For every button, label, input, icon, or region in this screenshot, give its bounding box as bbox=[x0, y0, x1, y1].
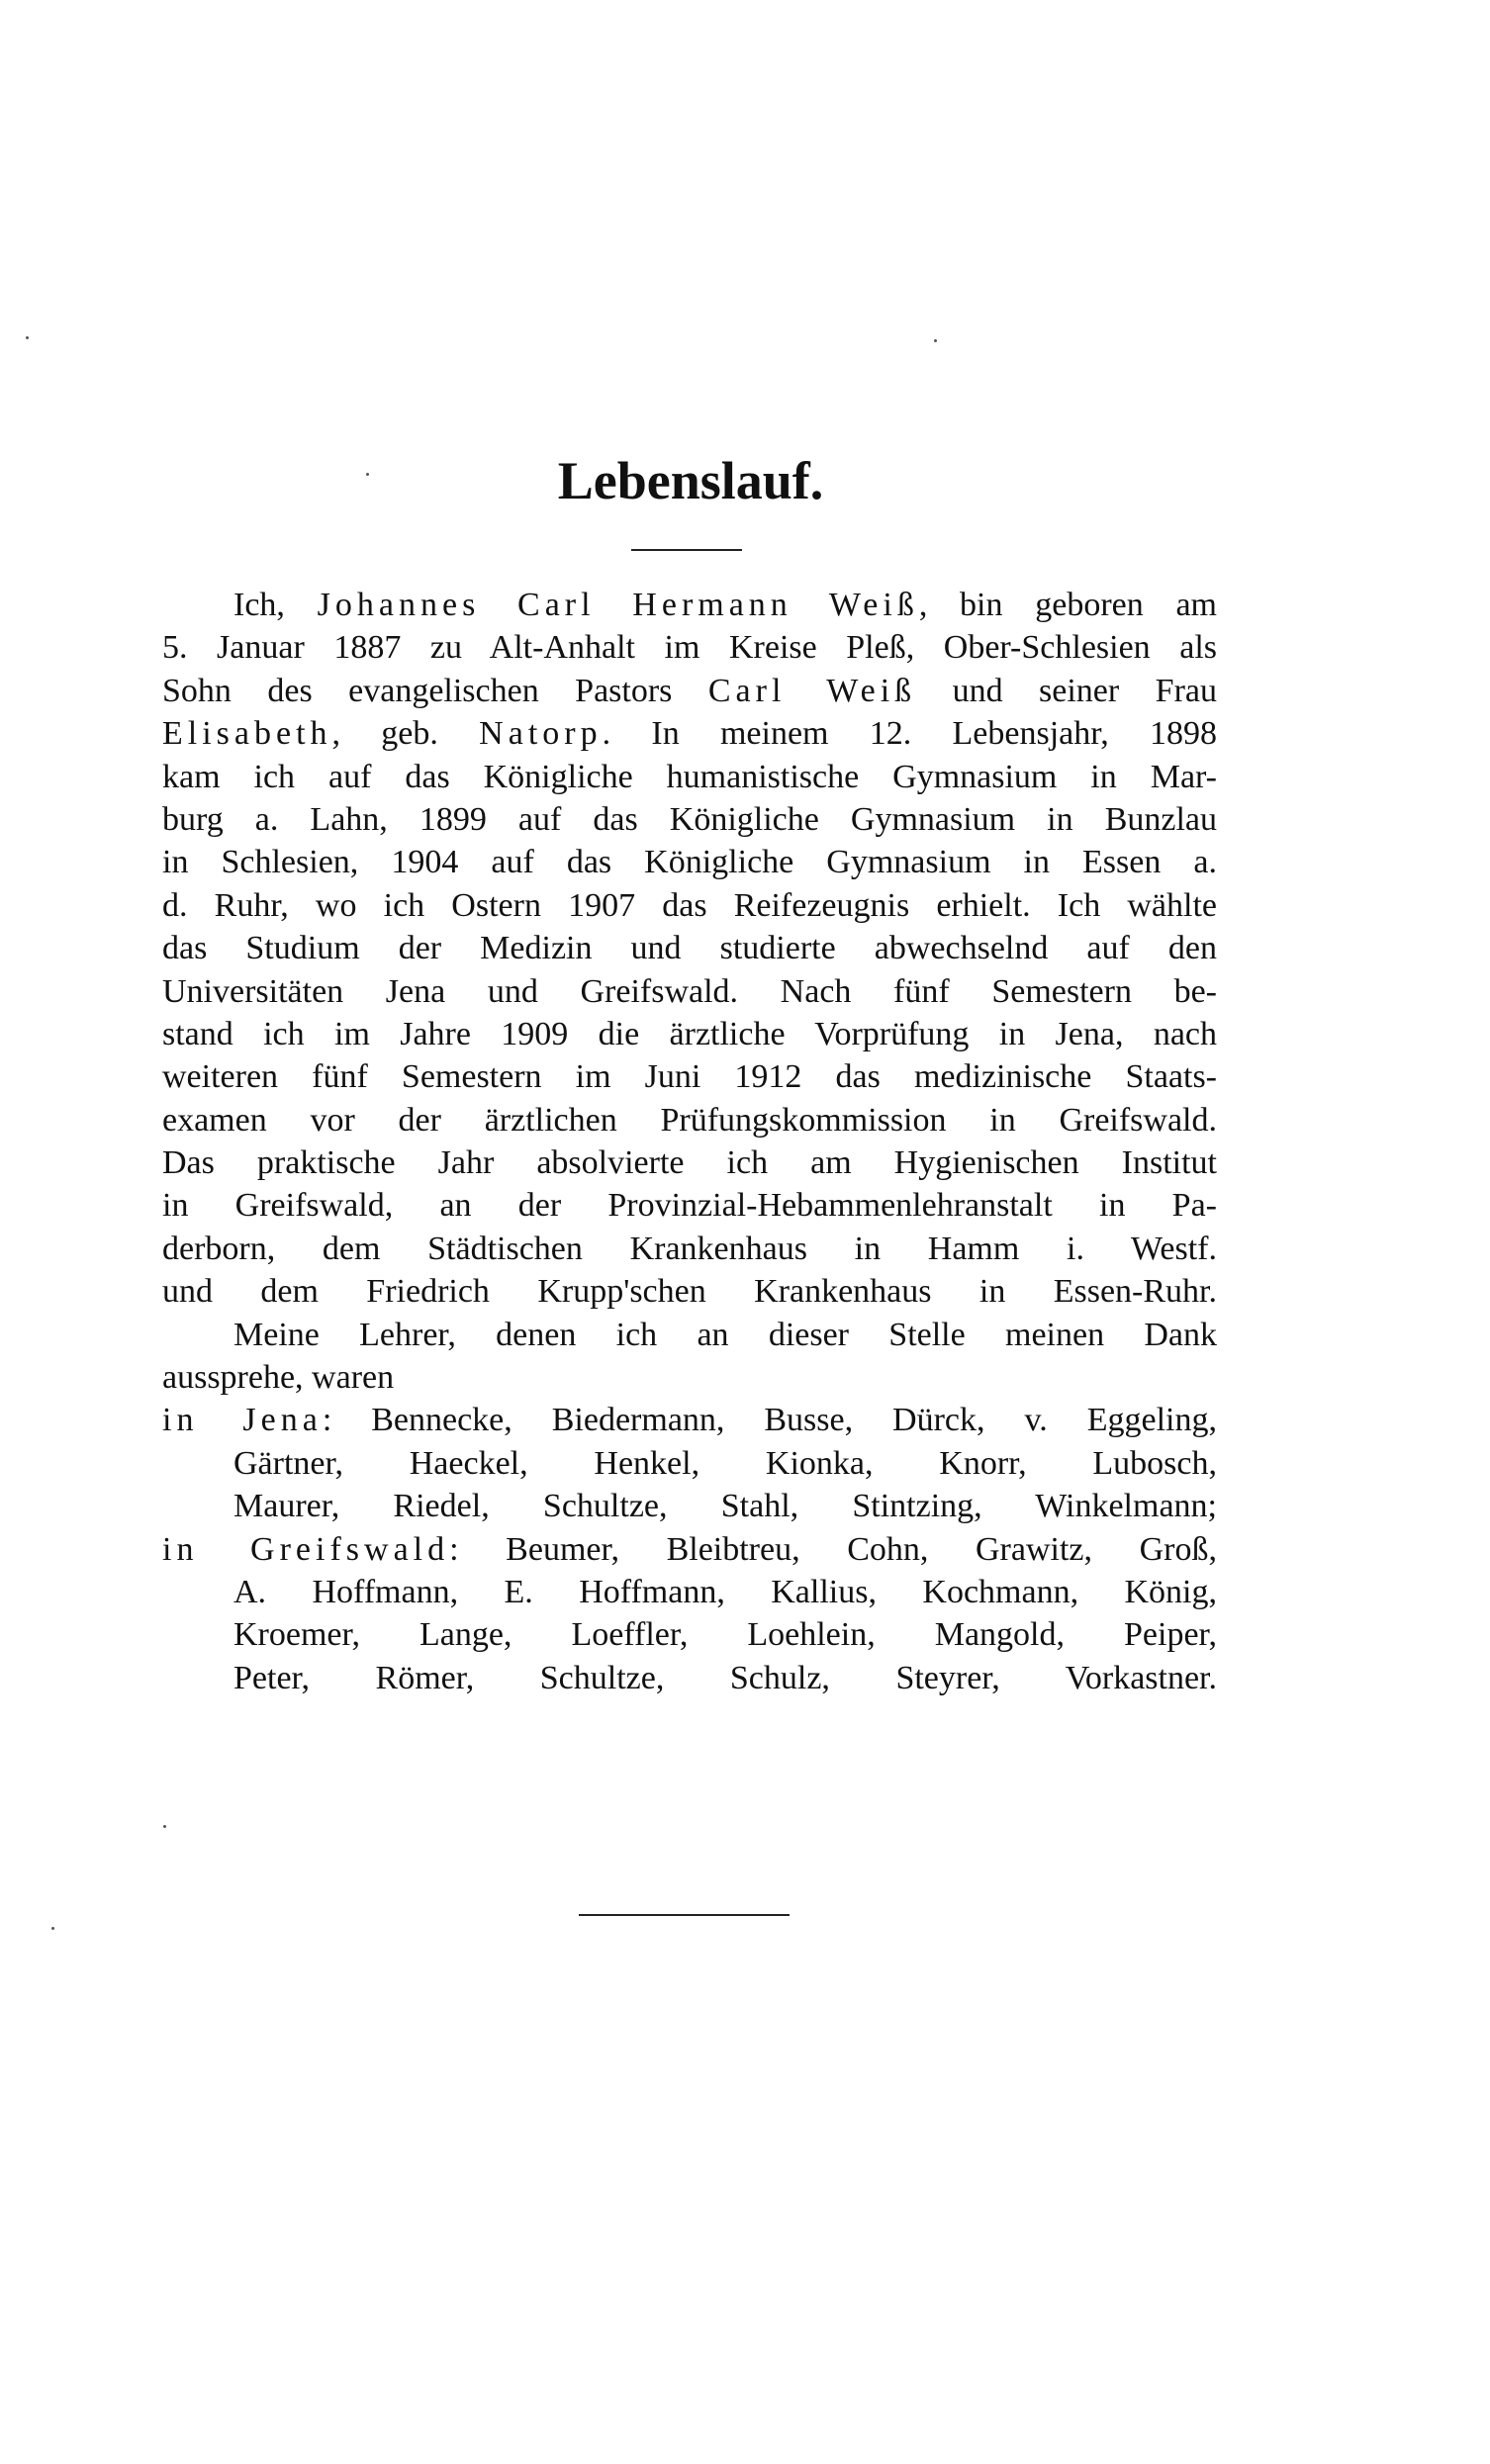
text-line bbox=[162, 1141, 1217, 1184]
text-line bbox=[162, 756, 1217, 798]
text-segment: Peter, Römer, Schultze, Schulz, Steyrer, Vorkastner. bbox=[233, 1659, 1217, 1696]
text-line bbox=[162, 884, 1217, 927]
text-line bbox=[162, 712, 1217, 755]
text-segment: Ich, bbox=[233, 587, 318, 623]
text-line bbox=[162, 1099, 1217, 1141]
spaced-emphasis-text: Johannes Carl Hermann Weiß bbox=[317, 587, 919, 623]
text-line bbox=[162, 1055, 1217, 1098]
text-segment: in Schlesien, 1904 auf das Königliche Gymnasium in Essen a. bbox=[162, 844, 1217, 881]
text-line bbox=[162, 1442, 1217, 1485]
title-divider bbox=[631, 549, 742, 551]
scan-speck bbox=[934, 339, 937, 342]
spaced-emphasis-text: Carl Weiß bbox=[707, 672, 917, 709]
text-line bbox=[162, 1184, 1217, 1227]
text-line bbox=[162, 1228, 1217, 1270]
scan-speck bbox=[51, 1927, 54, 1930]
text-segment: Gärtner, Haeckel, Henkel, Kionka, Knorr, Lubosch, bbox=[233, 1444, 1217, 1482]
scan-speck bbox=[366, 473, 369, 476]
text-segment: . In meinem 12. Lebensjahr, 1898 bbox=[602, 715, 1217, 753]
text-segment: , bin geboren am bbox=[918, 587, 1217, 623]
text-line bbox=[162, 1270, 1217, 1313]
text-line bbox=[162, 1013, 1217, 1055]
text-segment: weiteren fünf Semestern im Juni 1912 das medizinische Staats- bbox=[162, 1058, 1217, 1096]
text-line bbox=[162, 670, 1217, 712]
text-segment: das Studium der Medizin und studierte abwechselnd auf den bbox=[162, 930, 1217, 967]
text-line bbox=[162, 1356, 1217, 1399]
text-segment: Das praktische Jahr absolvierte ich am Hygienischen Institut bbox=[162, 1144, 1217, 1182]
spaced-emphasis-text: Natorp bbox=[479, 715, 603, 753]
text-segment: und dem Friedrich Krupp'schen Krankenhaus in Essen-Ruhr. bbox=[162, 1273, 1217, 1311]
text-line bbox=[162, 1657, 1217, 1699]
text-segment: examen vor der ärztlichen Prüfungskommission in Greifswald. bbox=[162, 1101, 1217, 1139]
text-segment: Kroemer, Lange, Loeffler, Loehlein, Mangold, Peiper, bbox=[233, 1616, 1217, 1654]
text-line bbox=[162, 1528, 1217, 1571]
text-segment: in Greifswald, an der Provinzial-Hebammenlehranstalt in Pa- bbox=[162, 1187, 1217, 1225]
text-segment: : Beumer, Bleibtreu, Cohn, Grawitz, Groß, bbox=[449, 1530, 1217, 1568]
text-line bbox=[162, 927, 1217, 969]
text-segment: burg a. Lahn, 1899 auf das Königliche Gymnasium in Bunzlau bbox=[162, 800, 1217, 838]
scan-speck bbox=[26, 336, 29, 339]
text-line bbox=[162, 584, 1217, 626]
spaced-emphasis-text: in Jena bbox=[162, 1402, 323, 1439]
spaced-emphasis-text: Elisabeth bbox=[162, 715, 332, 753]
text-line bbox=[162, 841, 1217, 883]
text-line bbox=[162, 1485, 1217, 1527]
text-segment: kam ich auf das Königliche humanistische Gymnasium in Mar- bbox=[162, 758, 1217, 795]
text-segment: Maurer, Riedel, Schultze, Stahl, Stintzing, Winkelmann; bbox=[233, 1488, 1217, 1525]
text-segment: derborn, dem Städtischen Krankenhaus in Hamm i. Westf. bbox=[162, 1230, 1217, 1267]
text-line bbox=[162, 626, 1217, 669]
text-segment: und seiner Frau bbox=[916, 672, 1217, 709]
end-divider bbox=[579, 1914, 790, 1916]
curriculum-vitae-text bbox=[162, 584, 1217, 1699]
text-line bbox=[162, 970, 1217, 1013]
text-segment: 5. Januar 1887 zu Alt-Anhalt im Kreise Pleß, Ober-Schlesien als bbox=[162, 629, 1217, 667]
text-segment: , geb. bbox=[331, 715, 480, 753]
text-segment: Universitäten Jena und Greifswald. Nach fünf Semestern be- bbox=[162, 972, 1217, 1010]
spaced-emphasis-text: in Greifswald bbox=[162, 1530, 450, 1568]
text-line bbox=[162, 798, 1217, 841]
text-segment: Meine Lehrer, denen ich an dieser Stelle meinen Dank bbox=[233, 1316, 1217, 1353]
text-line bbox=[162, 1571, 1217, 1613]
text-segment: stand ich im Jahre 1909 die ärztliche Vorprüfung in Jena, nach bbox=[162, 1015, 1217, 1052]
text-segment: A. Hoffmann, E. Hoffmann, Kallius, Kochmann, König, bbox=[233, 1573, 1217, 1610]
text-line bbox=[162, 1314, 1217, 1356]
text-line bbox=[162, 1399, 1217, 1441]
text-segment: d. Ruhr, wo ich Ostern 1907 das Reifezeugnis erhielt. Ich wählte bbox=[162, 886, 1217, 924]
text-segment: : Bennecke, Biedermann, Busse, Dürck, v. Eggeling, bbox=[322, 1402, 1217, 1439]
scan-speck bbox=[163, 1825, 166, 1828]
text-segment: Sohn des evangelischen Pastors bbox=[162, 672, 708, 709]
page-title: Lebenslauf. bbox=[557, 451, 824, 510]
text-segment: aussprehe, waren bbox=[162, 1359, 395, 1397]
text-line bbox=[162, 1613, 1217, 1656]
